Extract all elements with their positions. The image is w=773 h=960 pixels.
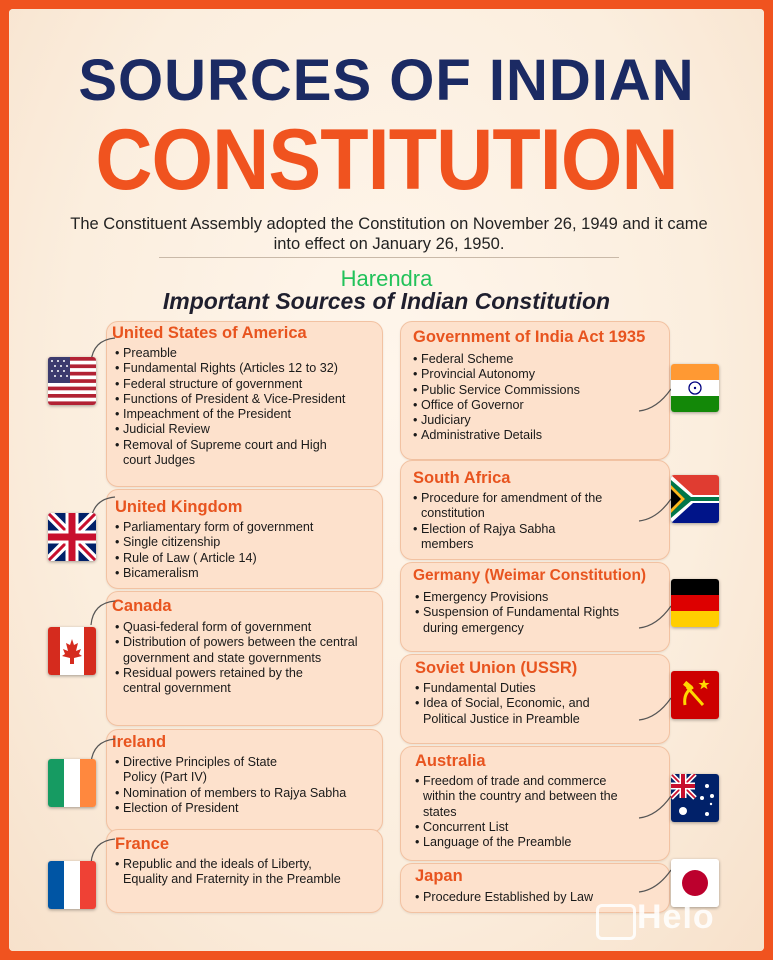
list-item: • Procedure Established by Law: [415, 890, 665, 905]
canada-flag-icon: [48, 627, 96, 675]
card-title-south-africa: South Africa: [413, 469, 511, 487]
list-item: • Freedom of trade and commerce within the country and between the states: [415, 774, 623, 820]
helo-watermark: Helo: [637, 898, 715, 936]
list-item: • Preamble: [115, 346, 380, 361]
card-australia: [400, 746, 670, 861]
connector-japan: [637, 866, 673, 896]
card-list-south-africa: [413, 491, 628, 552]
card-title-usa: United States of America: [112, 324, 307, 342]
connector-south-africa: [637, 495, 673, 525]
list-item: • Quasi-federal form of government: [115, 620, 360, 635]
card-south-africa: [400, 460, 670, 560]
card-list-france: [115, 857, 355, 888]
south-africa-flag-icon: [671, 475, 719, 523]
subtitle: The Constituent Assembly adopted the Constitution on November 26, 1949 and it came into effect on January 26, 1950.: [70, 215, 708, 253]
list-item: • Impeachment of the President: [115, 407, 380, 422]
france-flag-icon: [48, 861, 96, 909]
connector-australia: [637, 792, 673, 822]
card-title-canada: Canada: [112, 597, 172, 615]
card-usa: [106, 321, 383, 487]
list-item: • Removal of Supreme court and High court Judges: [115, 438, 333, 469]
list-item: • Residual powers retained by the central government: [115, 666, 323, 697]
card-list-goi-act: [413, 352, 663, 444]
card-title-uk: United Kingdom: [115, 498, 243, 516]
list-item: • Idea of Social, Economic, and Political Justice in Preamble: [415, 696, 633, 727]
helo-logo-icon: [596, 904, 636, 940]
list-item: • Fundamental Duties: [415, 681, 635, 696]
card-ussr: [400, 654, 670, 744]
card-title-ireland: Ireland: [112, 733, 167, 751]
list-item: • Election of Rajya Sabha members: [413, 522, 591, 553]
ussr-flag-icon: [671, 671, 719, 719]
connector-ussr: [637, 694, 673, 724]
divider: [159, 257, 619, 258]
card-title-ussr: Soviet Union (USSR): [415, 659, 578, 677]
card-germany: [400, 562, 670, 652]
connector-canada: [89, 597, 119, 627]
list-item: • Election of President: [115, 801, 380, 816]
list-item: • Fundamental Rights (Articles 12 to 32): [115, 361, 380, 376]
connector-germany: [637, 602, 673, 632]
usa-flag-icon: [48, 357, 96, 405]
list-item: • Administrative Details: [413, 428, 663, 443]
card-title-goi-act: Government of India Act 1935: [413, 328, 646, 346]
list-item: • Judicial Review: [115, 422, 380, 437]
title-line-2: CONSTITUTION: [95, 112, 678, 208]
germany-flag-icon: [671, 579, 719, 627]
list-item: • Federal Scheme: [413, 352, 663, 367]
uk-flag-icon: [48, 513, 96, 561]
card-list-ireland: [115, 755, 380, 816]
author-watermark: Harendra: [340, 266, 433, 291]
card-title-japan: Japan: [415, 867, 463, 885]
card-title-france: France: [115, 835, 170, 853]
section-title: Important Sources of Indian Constitution: [162, 288, 611, 314]
list-item: • Judiciary: [413, 413, 663, 428]
australia-flag-icon: [671, 774, 719, 822]
list-item: • Concurrent List: [415, 820, 635, 835]
card-list-japan: [415, 890, 665, 905]
card-list-germany: [415, 590, 635, 636]
card-list-canada: [115, 620, 360, 696]
ireland-flag-icon: [48, 759, 96, 807]
list-item: • Procedure for amendment of the constitution: [413, 491, 631, 522]
list-item: • Suspension of Fundamental Rights during emergency: [415, 605, 623, 636]
list-item: • Nomination of members to Rajya Sabha: [115, 786, 380, 801]
list-item: • Distribution of powers between the central government and state governments: [115, 635, 360, 666]
card-title-germany: Germany (Weimar Constitution): [413, 567, 647, 584]
card-title-australia: Australia: [415, 752, 486, 770]
list-item: • Federal structure of government: [115, 377, 380, 392]
list-item: • Single citizenship: [115, 535, 380, 550]
list-item: • Republic and the ideals of Liberty, Equality and Fraternity in the Preamble: [115, 857, 355, 888]
list-item: • Office of Governor: [413, 398, 663, 413]
list-item: • Directive Principles of State Policy (Part IV): [115, 755, 308, 786]
card-list-ussr: [415, 681, 635, 727]
list-item: • Rule of Law ( Article 14): [115, 551, 380, 566]
list-item: • Provincial Autonomy: [413, 367, 663, 382]
list-item: • Language of the Preamble: [415, 835, 635, 850]
card-list-usa: [115, 346, 380, 468]
list-item: • Emergency Provisions: [415, 590, 635, 605]
card-canada: [106, 591, 383, 726]
connector-goi-act: [637, 385, 673, 415]
india-flag-icon: [671, 364, 719, 412]
list-item: • Bicameralism: [115, 566, 380, 581]
list-item: • Functions of President & Vice-President: [115, 392, 380, 407]
list-item: • Public Service Commissions: [413, 383, 663, 398]
card-ireland: [106, 729, 383, 833]
card-goi-act: [400, 321, 670, 460]
card-list-australia: [415, 774, 635, 850]
card-uk: [106, 489, 383, 589]
list-item: • Parliamentary form of government: [115, 520, 380, 535]
infographic-frame: [9, 9, 764, 951]
card-list-uk: [115, 520, 380, 581]
title-line-1: SOURCES OF INDIAN: [78, 48, 695, 113]
card-france: [106, 829, 383, 913]
